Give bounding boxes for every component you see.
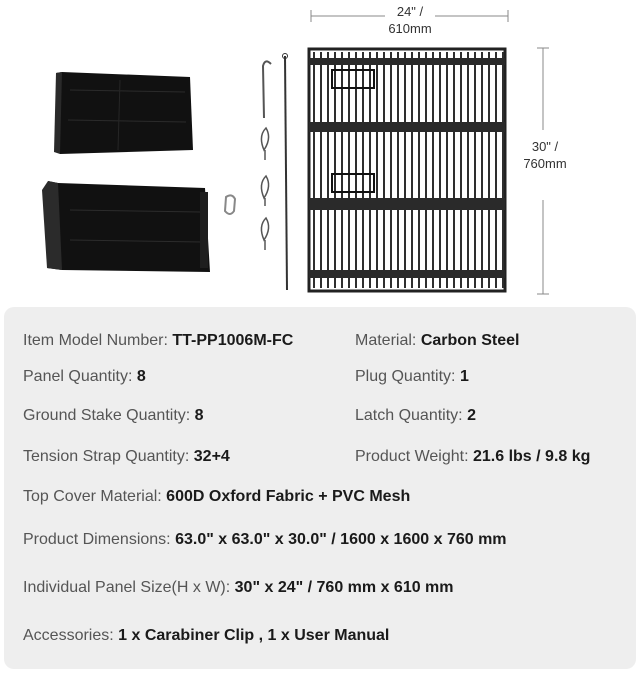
- fabric-cover-upper: [54, 72, 193, 154]
- spec-label: Ground Stake Quantity:: [23, 407, 191, 424]
- spec-value: 21.6 lbs / 9.8 kg: [473, 448, 591, 465]
- spec-value: 63.0" x 63.0" x 30.0" / 1600 x 1600 x 760 mm: [175, 531, 507, 548]
- carabiner-clip: [225, 195, 235, 214]
- spec-strap-quantity: [23, 448, 230, 466]
- height-dimension-label: [514, 138, 576, 172]
- spec-model: [23, 332, 293, 350]
- spec-value: 8: [136, 368, 146, 385]
- spec-value: 1 x Carabiner Clip , 1 x User Manual: [118, 627, 390, 644]
- spec-label: Plug Quantity:: [355, 368, 456, 385]
- spec-label: Tension Strap Quantity:: [23, 448, 190, 465]
- plug-rod: [285, 56, 287, 290]
- spec-label: Product Weight:: [355, 448, 469, 465]
- spec-latch-quantity: [355, 407, 476, 425]
- spec-label: Material:: [355, 332, 417, 349]
- tension-straps: [261, 128, 268, 250]
- spec-value: 8: [194, 407, 204, 424]
- spec-value: 30" x 24" / 760 mm x 610 mm: [234, 579, 454, 596]
- height-label-metric: 760mm: [523, 156, 567, 171]
- product-illustration: [0, 0, 640, 300]
- height-label-imperial: 30" /: [531, 139, 559, 154]
- spec-label: Individual Panel Size(H x W):: [23, 579, 231, 596]
- spec-label: Accessories:: [23, 627, 114, 644]
- width-label-metric: 610mm: [388, 21, 432, 36]
- spec-material: [355, 332, 520, 350]
- spec-panel-quantity: [23, 368, 146, 386]
- fabric-cover-lower: [42, 181, 210, 272]
- spec-value: 1: [459, 368, 469, 385]
- spec-accessories: [23, 627, 389, 645]
- spec-weight: [355, 448, 590, 466]
- spec-value: Carbon Steel: [420, 332, 520, 349]
- spec-label: Top Cover Material:: [23, 488, 162, 505]
- spec-value: 600D Oxford Fabric + PVC Mesh: [166, 488, 411, 505]
- spec-label: Latch Quantity:: [355, 407, 463, 424]
- fence-panel: [309, 49, 505, 291]
- spec-top-cover: [23, 488, 410, 506]
- width-label-imperial: 24" /: [396, 4, 424, 19]
- spec-plug-quantity: [355, 368, 469, 386]
- spec-stake-quantity: [23, 407, 204, 425]
- spec-label: Product Dimensions:: [23, 531, 171, 548]
- ground-stake: [263, 61, 271, 118]
- spec-value: 2: [467, 407, 476, 424]
- width-dimension-label: [372, 3, 448, 37]
- spec-label: Panel Quantity:: [23, 368, 133, 385]
- spec-value: 32+4: [193, 448, 230, 465]
- spec-value: TT-PP1006M-FC: [172, 332, 294, 349]
- spec-panel-size: [23, 579, 454, 597]
- spec-label: Item Model Number:: [23, 332, 168, 349]
- specifications-panel: [4, 307, 636, 669]
- spec-product-dimensions: [23, 531, 507, 549]
